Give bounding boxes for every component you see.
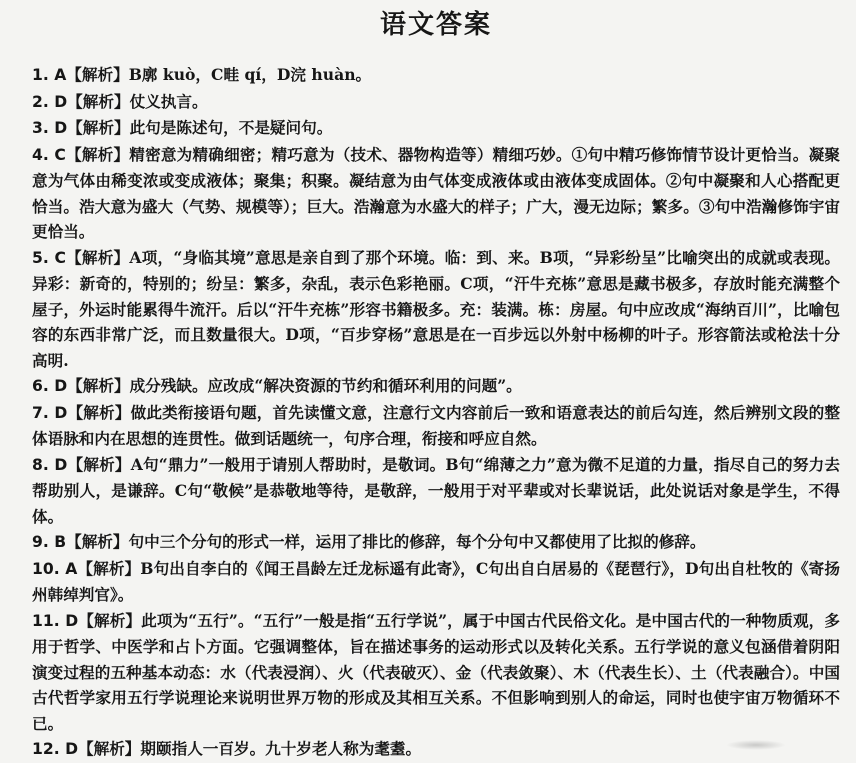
answer-item-5: [32, 245, 840, 374]
answer-number: 11.: [32, 611, 60, 630]
answer-number: 8.: [32, 455, 49, 474]
answer-item-1: [32, 62, 840, 89]
answer-choice: A: [54, 66, 67, 84]
answer-item-11: [32, 608, 840, 737]
answer-item-8: [32, 452, 840, 530]
answer-choice: D: [54, 377, 68, 395]
analysis-tag: 【解析】: [67, 377, 130, 395]
answer-choice: D: [54, 403, 68, 422]
answer-number: 1.: [32, 66, 49, 84]
answer-explanation: A项，“身临其境”意思是亲自到了那个环境。临：到、来。B项，“异彩纷呈”比喻突出的成就或表现。异彩：新奇的，特别的；纷呈：繁多，杂乱，表示色彩艳丽。C项，“汗牛充栋”意思是藏书极多，存放时能充满整个屋子，外运时能累得牛流汗。后以“汗牛充栋”形容书籍极多。充：装满。栋：房屋。句中应改成“海纳百川”，比喻包容的东西非常广泛，而且数量很大。D项，“百步穿杨”意思是在一百步远以外射中杨柳的叶子。形容箭法或枪法十分高明.: [32, 247, 840, 370]
analysis-tag: 【解析】: [65, 145, 130, 164]
page-title: 语文答案: [379, 10, 492, 40]
answer-item-10: [32, 556, 840, 608]
answer-choice: D: [54, 455, 68, 474]
answer-explanation: B廓 kuò，C畦 qí，D浣 huàn。: [128, 65, 372, 84]
answer-explanation: 句中三个分句的形式一样，运用了排比的修辞，每个分句中又都使用了比拟的修辞。: [128, 532, 706, 551]
answer-item-4: [32, 142, 840, 245]
answer-number: 6.: [32, 377, 49, 395]
answer-explanation: 期颐指人一百岁。九十岁老人称为耄耋。: [140, 739, 422, 758]
answer-number: 12.: [32, 740, 60, 758]
answer-explanation: 仗义执言。: [129, 91, 208, 111]
analysis-tag: 【解析】: [65, 248, 130, 267]
answer-number: 3.: [32, 119, 49, 137]
analysis-tag: 【解析】: [67, 403, 131, 422]
answer-explanation: 做此类衔接语句题，首先读懂文意，注意行文内容前后一致和语意表达的前后勾连，然后辨别文段的整体语脉和内在思想的连贯性。做到话题统一，句序合理，衔接和呼应自然。: [32, 402, 840, 448]
answer-number: 7.: [32, 403, 49, 422]
analysis-tag: 【解析】: [78, 611, 142, 630]
answer-choice: B: [54, 533, 67, 551]
analysis-tag: 【解析】: [66, 66, 129, 84]
answer-explanation: A句“鼎力”一般用于请别人帮助时，是敬词。B句“绵薄之力”意为微不足道的力量，指尽自己的努力去帮助别人，是谦辞。C句“敬候”是恭敬地等待，是敬辞，一般用于对平辈或对长辈说话，此处说话对象是学生，不得体。: [32, 454, 840, 526]
answer-choice: A: [65, 559, 78, 578]
answer-item-6: [32, 373, 840, 400]
answer-choice: D: [54, 119, 68, 137]
analysis-tag: 【解析】: [67, 92, 130, 111]
answer-number: 9.: [32, 533, 49, 551]
answer-explanation: 精密意为精确细密；精巧意为（技术、器物构造等）精细巧妙。①句中精巧修饰情节设计更恰当。凝聚意为气体由稀变浓或变成液体；聚集；积聚。凝结意为由气体变成液体或由液体变成固体。②句中凝聚和人心搭配更恰当。浩大意为盛大（气势、规模等）；巨大。浩瀚意为水盛大的样子；广大，漫无边际；繁多。③句中浩瀚修饰宇宙更恰当。: [32, 144, 840, 241]
answer-choice: D: [54, 92, 68, 111]
analysis-tag: 【解析】: [66, 533, 129, 551]
answer-explanation: B句出自李白的《闻王昌龄左迁龙标遥有此寄》，C句出自白居易的《琵琶行》，D句出自杜牧的《寄扬州韩绰判官》。: [32, 558, 840, 604]
answer-explanation: 此项为“五行”。“五行”一般是指“五行学说”，属于中国古代民俗文化。是中国古代的一种物质观，多用于哲学、中医学和占卜方面。它强调整体，旨在描述事务的运动形式以及转化关系。五行学说的意义包涵借着阴阳演变过程的五种基本动态：水（代表浸润）、火（代表破灭）、金（代表敛聚）、木（代表生长）、土（代表融合）。中国古代哲学家用五行学说理论来说明世界万物的形成及其相互关系。不但影响到别人的命运，同时也使宇宙万物循环不已。: [32, 610, 840, 733]
answer-choice: C: [54, 248, 66, 267]
answer-list: [32, 62, 840, 763]
answer-choice: C: [54, 145, 66, 164]
answer-item-3: [32, 115, 840, 142]
answer-explanation: 此句是陈述句，不是疑问句。: [129, 118, 333, 137]
answer-number: 5.: [32, 248, 49, 267]
analysis-tag: 【解析】: [78, 740, 141, 758]
answer-number: 4.: [32, 145, 49, 164]
answer-choice: D: [65, 740, 79, 758]
answer-choice: D: [65, 611, 79, 630]
answer-item-2: [32, 89, 840, 116]
analysis-tag: 【解析】: [67, 455, 131, 474]
scan-smudge: [726, 740, 786, 750]
answer-explanation: 成分残缺。应改成“解决资源的节约和循环利用的问题”。: [129, 376, 522, 395]
answer-item-12: [32, 736, 840, 763]
answer-number: 2.: [32, 92, 49, 111]
answer-item-7: [32, 400, 840, 452]
answer-number: 10.: [32, 559, 60, 578]
answer-item-9: [32, 529, 840, 556]
analysis-tag: 【解析】: [67, 119, 130, 137]
analysis-tag: 【解析】: [77, 559, 141, 578]
